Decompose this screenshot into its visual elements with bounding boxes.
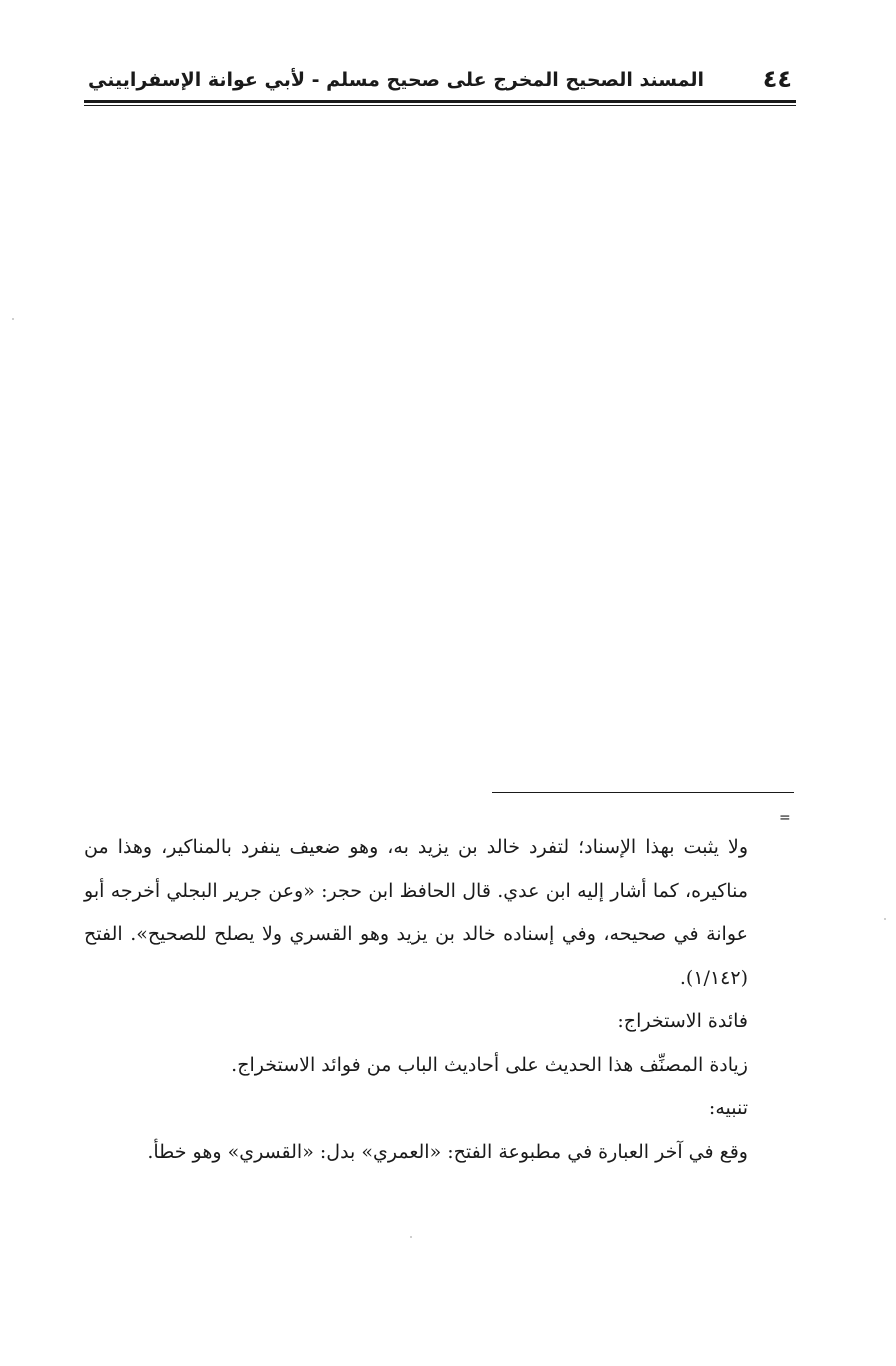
scan-speck <box>884 918 886 920</box>
footnote-body <box>84 826 748 1174</box>
footnote-continuation-mark: = <box>779 810 791 826</box>
header-rule-thin <box>84 105 796 106</box>
footnote-paragraph: وقع في آخر العبارة في مطبوعة الفتح: «العمري» بدل: «القسري» وهو خطأ. <box>147 1140 748 1163</box>
footnote-separator <box>492 792 794 793</box>
footnote-paragraph: ولا يثبت بهذا الإسناد؛ لتفرد خالد بن يزيد به، وهو ضعيف ينفرد بالمناكير، وهذا من مناكيره، كما أشار إليه ابن عدي. قال الحافظ ابن حجر: «وعن جرير البجلي أخرجه أبو عوانة في صحيحه، وفي إسناده خالد بن يزيد وهو القسري ولا يصلح للصحيح». الفتح (١/١٤٢). <box>84 836 748 989</box>
header-rule <box>84 100 796 103</box>
footnote-heading-benefit: فائدة الاستخراج: <box>617 1010 748 1032</box>
scan-speck <box>12 318 14 320</box>
footnote-paragraph: زيادة المصنِّف هذا الحديث على أحاديث الباب من فوائد الاستخراج. <box>231 1053 748 1076</box>
page-number: ٤٤ <box>762 65 792 93</box>
page-header <box>84 62 796 100</box>
scan-speck <box>410 1236 412 1238</box>
running-title: المسند الصحيح المخرج على صحيح مسلم - لأبي عوانة الإسفراييني <box>88 69 704 91</box>
footnote-heading-note: تنبيه: <box>708 1097 748 1119</box>
